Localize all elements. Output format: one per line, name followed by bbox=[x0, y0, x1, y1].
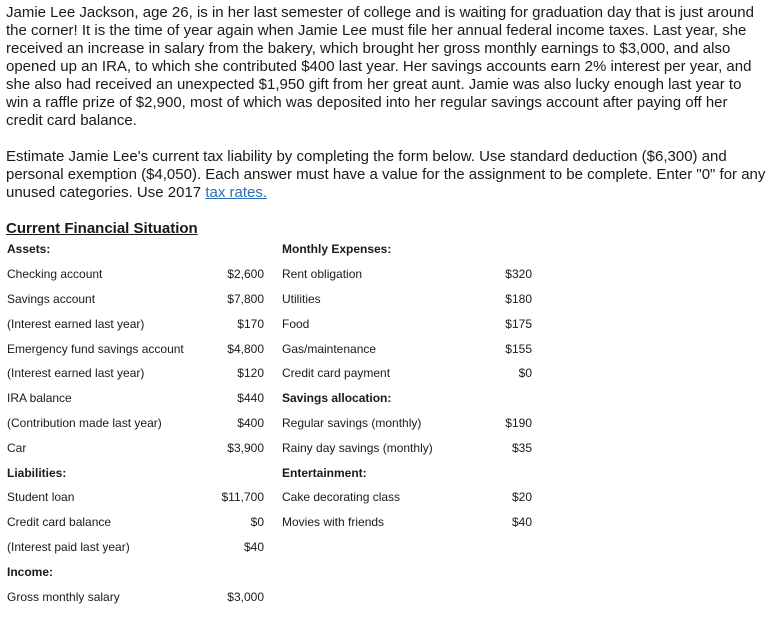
table-row bbox=[6, 361, 532, 386]
table-row bbox=[6, 287, 532, 312]
left-value: $2,600 bbox=[227, 267, 264, 282]
column-gap bbox=[264, 411, 282, 436]
right-value: $320 bbox=[505, 267, 532, 282]
instructions-paragraph bbox=[6, 148, 766, 202]
left-label: (Contribution made last year) bbox=[7, 415, 162, 430]
right-value: $20 bbox=[511, 490, 532, 505]
left-value: $7,800 bbox=[227, 291, 264, 306]
left-value: $0 bbox=[250, 515, 264, 530]
column-gap bbox=[264, 361, 282, 386]
right-value: $155 bbox=[505, 341, 532, 356]
left-label: (Interest earned last year) bbox=[7, 316, 145, 331]
column-gap bbox=[264, 287, 282, 312]
left-label: (Interest earned last year) bbox=[7, 366, 145, 381]
left-value: $440 bbox=[237, 391, 264, 406]
column-gap bbox=[264, 584, 282, 609]
left-value: $4,800 bbox=[227, 341, 264, 356]
right-label: Entertainment: bbox=[282, 465, 367, 480]
left-label: Checking account bbox=[7, 267, 103, 282]
left-value: $40 bbox=[243, 539, 264, 554]
right-value: $190 bbox=[505, 415, 532, 430]
right-value: $35 bbox=[511, 440, 532, 455]
left-value bbox=[212, 460, 264, 485]
left-label: Student loan bbox=[7, 490, 75, 505]
table-row bbox=[6, 411, 532, 436]
right-value bbox=[492, 584, 532, 609]
right-label: Utilities bbox=[282, 291, 321, 306]
table-row bbox=[6, 336, 532, 361]
right-label: Food bbox=[282, 316, 310, 331]
table-row bbox=[6, 262, 532, 287]
left-label: Liabilities: bbox=[7, 465, 67, 480]
tax-rates-link[interactable]: tax rates. bbox=[205, 184, 268, 201]
right-label: Movies with friends bbox=[282, 515, 385, 530]
right-value bbox=[492, 386, 532, 411]
right-label: Cake decorating class bbox=[282, 490, 401, 505]
left-label: IRA balance bbox=[7, 391, 72, 406]
table-row bbox=[6, 460, 532, 485]
left-value: $3,900 bbox=[227, 440, 264, 455]
column-gap bbox=[264, 460, 282, 485]
column-gap bbox=[264, 485, 282, 510]
column-gap bbox=[264, 386, 282, 411]
left-value bbox=[212, 559, 264, 584]
column-gap bbox=[264, 435, 282, 460]
left-value: $11,700 bbox=[221, 490, 264, 505]
table-row bbox=[6, 510, 532, 535]
table-row bbox=[6, 237, 532, 262]
table-row bbox=[6, 584, 532, 609]
right-label: Rainy day savings (monthly) bbox=[282, 440, 433, 455]
table-row bbox=[6, 485, 532, 510]
right-label: Savings allocation: bbox=[282, 391, 392, 406]
right-value bbox=[492, 559, 532, 584]
left-value: $170 bbox=[237, 316, 264, 331]
left-label: Savings account bbox=[7, 291, 96, 306]
column-gap bbox=[264, 336, 282, 361]
column-gap bbox=[264, 237, 282, 262]
right-label: Regular savings (monthly) bbox=[282, 415, 422, 430]
right-label: Rent obligation bbox=[282, 267, 363, 282]
table-row bbox=[6, 535, 532, 560]
table-row bbox=[6, 559, 532, 584]
left-label: Car bbox=[7, 440, 27, 455]
right-value bbox=[492, 237, 532, 262]
right-value: $175 bbox=[505, 316, 532, 331]
instructions-text: Estimate Jamie Lee's current tax liability by completing the form below. Use standard deduction ($6,300) and personal exemption ($4,050). Each answer must have a value for the assignment to be complete. Enter "0" for any unused categories. Use 2017 bbox=[6, 148, 766, 201]
right-label bbox=[282, 535, 492, 560]
left-value: $400 bbox=[237, 415, 264, 430]
table-row bbox=[6, 435, 532, 460]
left-label: (Interest paid last year) bbox=[7, 539, 130, 554]
right-label: Credit card payment bbox=[282, 366, 391, 381]
left-value bbox=[212, 237, 264, 262]
left-label: Emergency fund savings account bbox=[7, 341, 184, 356]
left-label: Gross monthly salary bbox=[7, 589, 120, 604]
right-label bbox=[282, 559, 492, 584]
left-value: $3,000 bbox=[227, 589, 264, 604]
intro-paragraph: Jamie Lee Jackson, age 26, is in her last semester of college and is waiting for graduation day that is just around the corner! It is the time of year again when Jamie Lee must file her annual federal income taxes. Last year, she received an increase in salary from the bakery, which brought her gross monthly earnings to $3,000, and also opened up an IRA, to which she contributed $400 last year. Her savings accounts earn 2% interest per year, and she also had received an unexpected $1,950 gift from her great aunt. Jamie was also lucky enough last year to win a raffle prize of $2,900, most of which was deposited into her regular savings account after paying off her credit card balance. bbox=[6, 4, 754, 129]
right-label: Monthly Expenses: bbox=[282, 242, 392, 257]
left-value: $120 bbox=[237, 366, 264, 381]
table-row bbox=[6, 311, 532, 336]
right-label bbox=[282, 584, 492, 609]
left-label: Credit card balance bbox=[7, 515, 112, 530]
column-gap bbox=[264, 262, 282, 287]
right-value: $180 bbox=[505, 291, 532, 306]
right-value bbox=[492, 535, 532, 560]
column-gap bbox=[264, 510, 282, 535]
table-row bbox=[6, 386, 532, 411]
column-gap bbox=[264, 535, 282, 560]
right-value: $0 bbox=[518, 366, 532, 381]
left-label: Income: bbox=[7, 564, 54, 579]
column-gap bbox=[264, 311, 282, 336]
right-value bbox=[492, 460, 532, 485]
column-gap bbox=[264, 559, 282, 584]
left-label: Assets: bbox=[7, 242, 51, 257]
financial-situation-table bbox=[6, 237, 532, 609]
right-value: $40 bbox=[511, 515, 532, 530]
right-label: Gas/maintenance bbox=[282, 341, 377, 356]
section-title: Current Financial Situation bbox=[6, 220, 198, 237]
